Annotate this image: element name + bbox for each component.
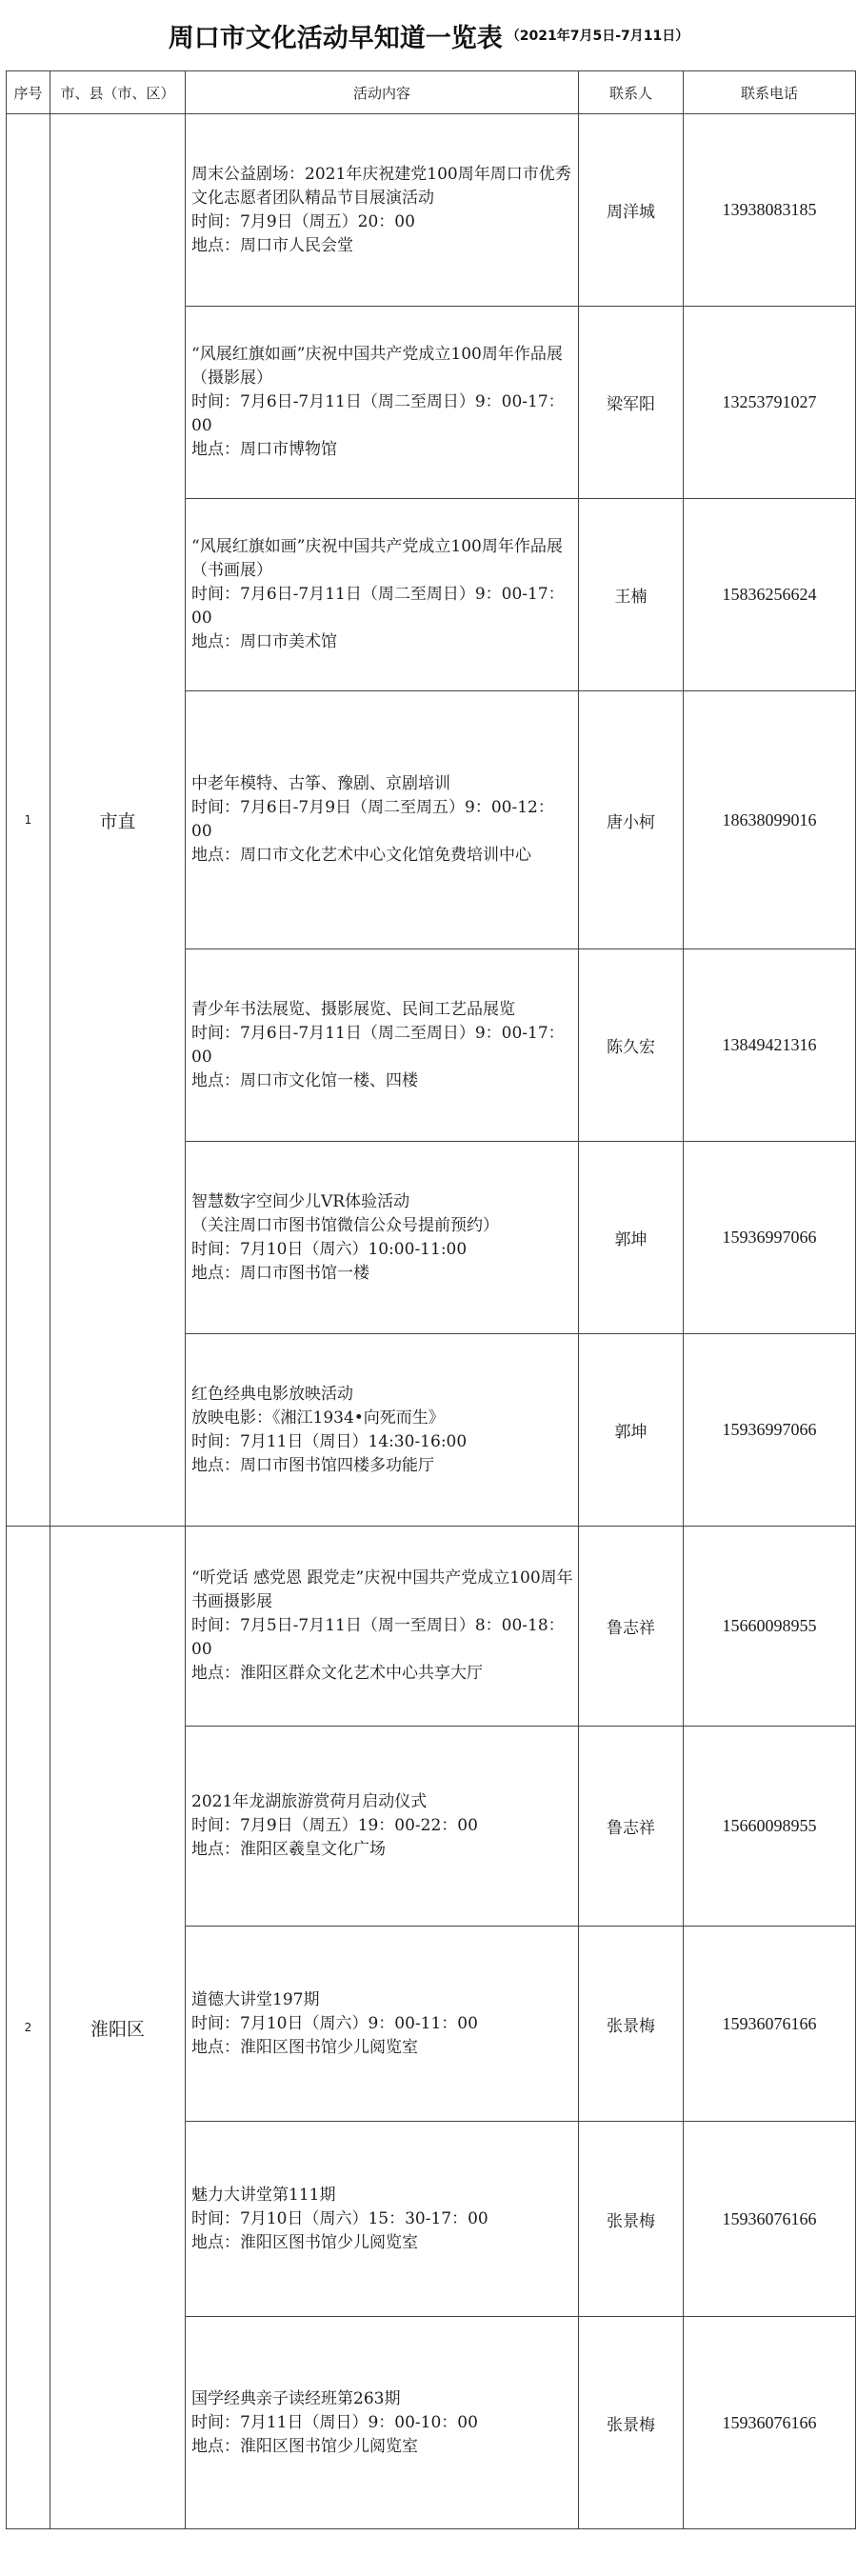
cell-phone: 15936997066 — [684, 1334, 856, 1527]
cell-seq: 2 — [7, 1527, 50, 2529]
header-content: 活动内容 — [186, 71, 579, 114]
document-title — [0, 0, 857, 70]
cell-area: 淮阳区 — [50, 1527, 186, 2529]
cell-content: 国学经典亲子读经班第263期 时间：7月11日（周日）9：00-10：00 地点：淮阳区图书馆少儿阅览室 — [186, 2317, 579, 2529]
cell-phone: 15936076166 — [684, 2317, 856, 2529]
header-contact: 联系人 — [579, 71, 684, 114]
cell-content: 青少年书法展览、摄影展览、民间工艺品展览 时间：7月6日-7月11日（周二至周日）9：00-17：00 地点：周口市文化馆一楼、四楼 — [186, 949, 579, 1142]
title-main: 周口市文化活动早知道一览表 — [168, 23, 503, 53]
cell-phone: 15936076166 — [684, 2122, 856, 2317]
activity-table — [6, 70, 856, 2529]
cell-phone: 15836256624 — [684, 499, 856, 691]
title-date-range: （2021年7月5日-7月11日） — [506, 29, 689, 44]
cell-content: 魅力大讲堂第111期 时间：7月10日（周六）15：30-17：00 地点：淮阳区图书馆少儿阅览室 — [186, 2122, 579, 2317]
cell-content: 道德大讲堂197期 时间：7月10日（周六）9：00-11：00 地点：淮阳区图书馆少儿阅览室 — [186, 1927, 579, 2122]
cell-seq: 1 — [7, 114, 50, 1527]
table-row — [7, 114, 856, 307]
header-seq: 序号 — [7, 71, 50, 114]
cell-contact: 郭坤 — [579, 1142, 684, 1334]
cell-content: 周末公益剧场：2021年庆祝建党100周年周口市优秀文化志愿者团队精品节目展演活动 时间：7月9日（周五）20：00 地点：周口市人民会堂 — [186, 114, 579, 307]
cell-contact: 周洋城 — [579, 114, 684, 307]
cell-contact: 梁军阳 — [579, 307, 684, 499]
cell-contact: 鲁志祥 — [579, 1727, 684, 1927]
cell-contact: 张景梅 — [579, 2122, 684, 2317]
cell-contact: 张景梅 — [579, 1927, 684, 2122]
cell-content: “听党话 感党恩 跟党走”庆祝中国共产党成立100周年书画摄影展 时间：7月5日-7月11日（周一至周日）8：00-18：00 地点：淮阳区群众文化艺术中心共享大厅 — [186, 1527, 579, 1727]
cell-content: 2021年龙湖旅游赏荷月启动仪式 时间：7月9日（周五）19：00-22：00 地点：淮阳区羲皇文化广场 — [186, 1727, 579, 1927]
cell-area: 市直 — [50, 114, 186, 1527]
table-header-row — [7, 71, 856, 114]
cell-contact: 鲁志祥 — [579, 1527, 684, 1727]
cell-phone: 15660098955 — [684, 1527, 856, 1727]
cell-phone: 18638099016 — [684, 691, 856, 949]
table-body — [7, 114, 856, 2529]
cell-content: 智慧数字空间少儿VR体验活动 （关注周口市图书馆微信公众号提前预约） 时间：7月10日（周六）10:00-11:00 地点：周口市图书馆一楼 — [186, 1142, 579, 1334]
cell-content: “风展红旗如画”庆祝中国共产党成立100周年作品展（摄影展） 时间：7月6日-7月11日（周二至周日）9：00-17：00 地点：周口市博物馆 — [186, 307, 579, 499]
cell-phone: 13253791027 — [684, 307, 856, 499]
header-phone: 联系电话 — [684, 71, 856, 114]
cell-contact: 张景梅 — [579, 2317, 684, 2529]
cell-phone: 13938083185 — [684, 114, 856, 307]
cell-phone: 15936997066 — [684, 1142, 856, 1334]
cell-content: “风展红旗如画”庆祝中国共产党成立100周年作品展（书画展） 时间：7月6日-7月11日（周二至周日）9：00-17：00 地点：周口市美术馆 — [186, 499, 579, 691]
cell-content: 红色经典电影放映活动 放映电影：《湘江1934•向死而生》 时间：7月11日（周日）14:30-16:00 地点：周口市图书馆四楼多功能厅 — [186, 1334, 579, 1527]
table-row — [7, 1527, 856, 1727]
cell-contact: 陈久宏 — [579, 949, 684, 1142]
cell-contact: 唐小柯 — [579, 691, 684, 949]
cell-content: 中老年模特、古筝、豫剧、京剧培训 时间：7月6日-7月9日（周二至周五）9：00-12：00 地点：周口市文化艺术中心文化馆免费培训中心 — [186, 691, 579, 949]
cell-phone: 15936076166 — [684, 1927, 856, 2122]
cell-phone: 15660098955 — [684, 1727, 856, 1927]
cell-contact: 郭坤 — [579, 1334, 684, 1527]
header-area: 市、县（市、区） — [50, 71, 186, 114]
cell-contact: 王楠 — [579, 499, 684, 691]
cell-phone: 13849421316 — [684, 949, 856, 1142]
